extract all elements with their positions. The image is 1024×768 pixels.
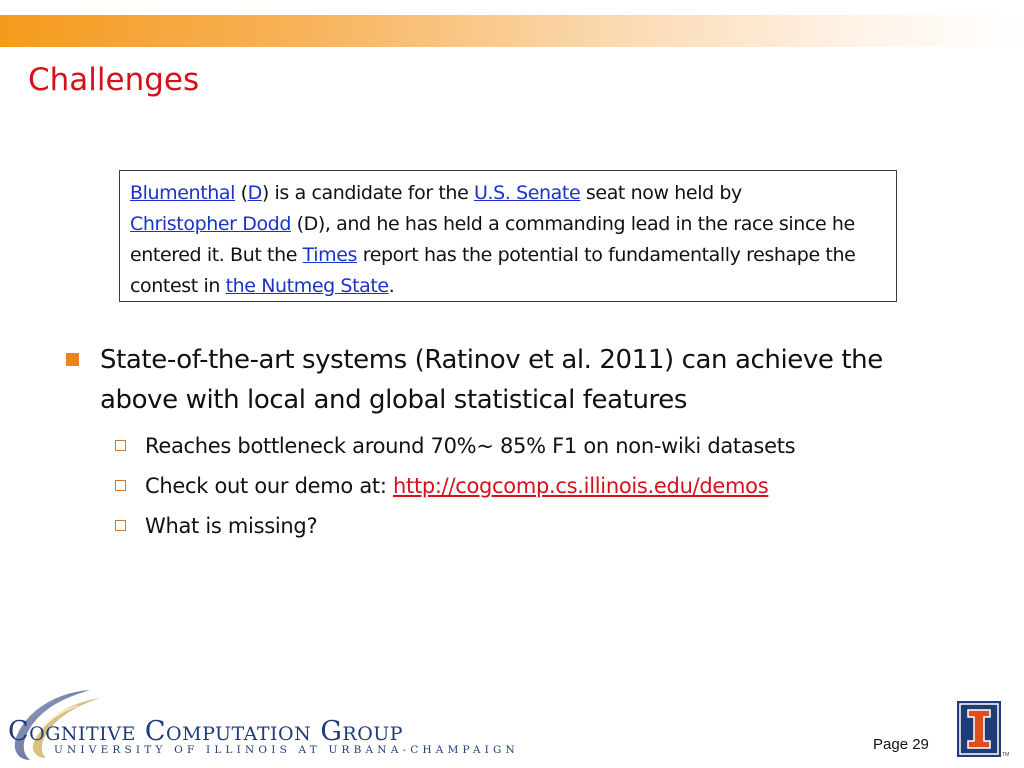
link-nutmeg-state[interactable]: the Nutmeg State bbox=[225, 275, 389, 297]
sub-bullet-text: Check out our demo at: bbox=[145, 474, 393, 498]
quote-text: ) is a candidate for the bbox=[261, 182, 474, 204]
link-d[interactable]: D bbox=[247, 182, 262, 204]
bullet-item bbox=[62, 340, 962, 420]
quote-text: (D), and he has held a commanding lead in the race since he entered it. But the bbox=[130, 213, 855, 266]
sub-bullet-item bbox=[62, 506, 962, 546]
sub-bullet-item bbox=[62, 466, 962, 506]
trademark-mark: TM bbox=[1002, 752, 1010, 758]
link-blumenthal[interactable]: Blumenthal bbox=[130, 182, 236, 204]
hollow-square-bullet-icon bbox=[115, 520, 126, 531]
quote-text: . bbox=[388, 275, 395, 297]
link-christopher-dodd[interactable]: Christopher Dodd bbox=[130, 213, 291, 235]
slide-title: Challenges bbox=[28, 62, 200, 98]
sub-bullet-text: Reaches bottleneck around 70%~ 85% F1 on non-wiki datasets bbox=[145, 434, 796, 458]
quote-text: seat now held by bbox=[580, 182, 742, 204]
sub-bullet-item bbox=[62, 426, 962, 466]
quote-box bbox=[119, 170, 897, 302]
hollow-square-bullet-icon bbox=[115, 440, 126, 451]
university-name: UNIVERSITY OF ILLINOIS AT URBANA-CHAMPAIGN bbox=[54, 744, 519, 756]
sub-bullet-text: What is missing? bbox=[145, 514, 318, 538]
illinois-block-i-icon bbox=[956, 700, 1006, 760]
header-gradient-bar bbox=[0, 15, 1024, 47]
cogcomp-logo bbox=[8, 688, 519, 764]
hollow-square-bullet-icon bbox=[115, 480, 126, 491]
group-name: Cognitive Computation Group bbox=[8, 716, 404, 747]
square-bullet-icon bbox=[66, 353, 79, 366]
sub-bullet-list bbox=[62, 426, 962, 546]
link-us-senate[interactable]: U.S. Senate bbox=[474, 182, 581, 204]
quote-text: ( bbox=[235, 182, 248, 204]
page-number: Page 29 bbox=[873, 736, 929, 753]
bullet-text: State-of-the-art systems (Ratinov et al. 2011) can achieve the above with local and global statistical features bbox=[100, 345, 883, 415]
bullet-list bbox=[62, 340, 962, 546]
illinois-logo bbox=[956, 700, 1010, 760]
demo-link[interactable]: http://cogcomp.cs.illinois.edu/demos bbox=[393, 474, 769, 498]
quote-text: report has the potential to fundamentally reshape the contest in bbox=[130, 244, 856, 297]
link-times[interactable]: Times bbox=[302, 244, 358, 266]
